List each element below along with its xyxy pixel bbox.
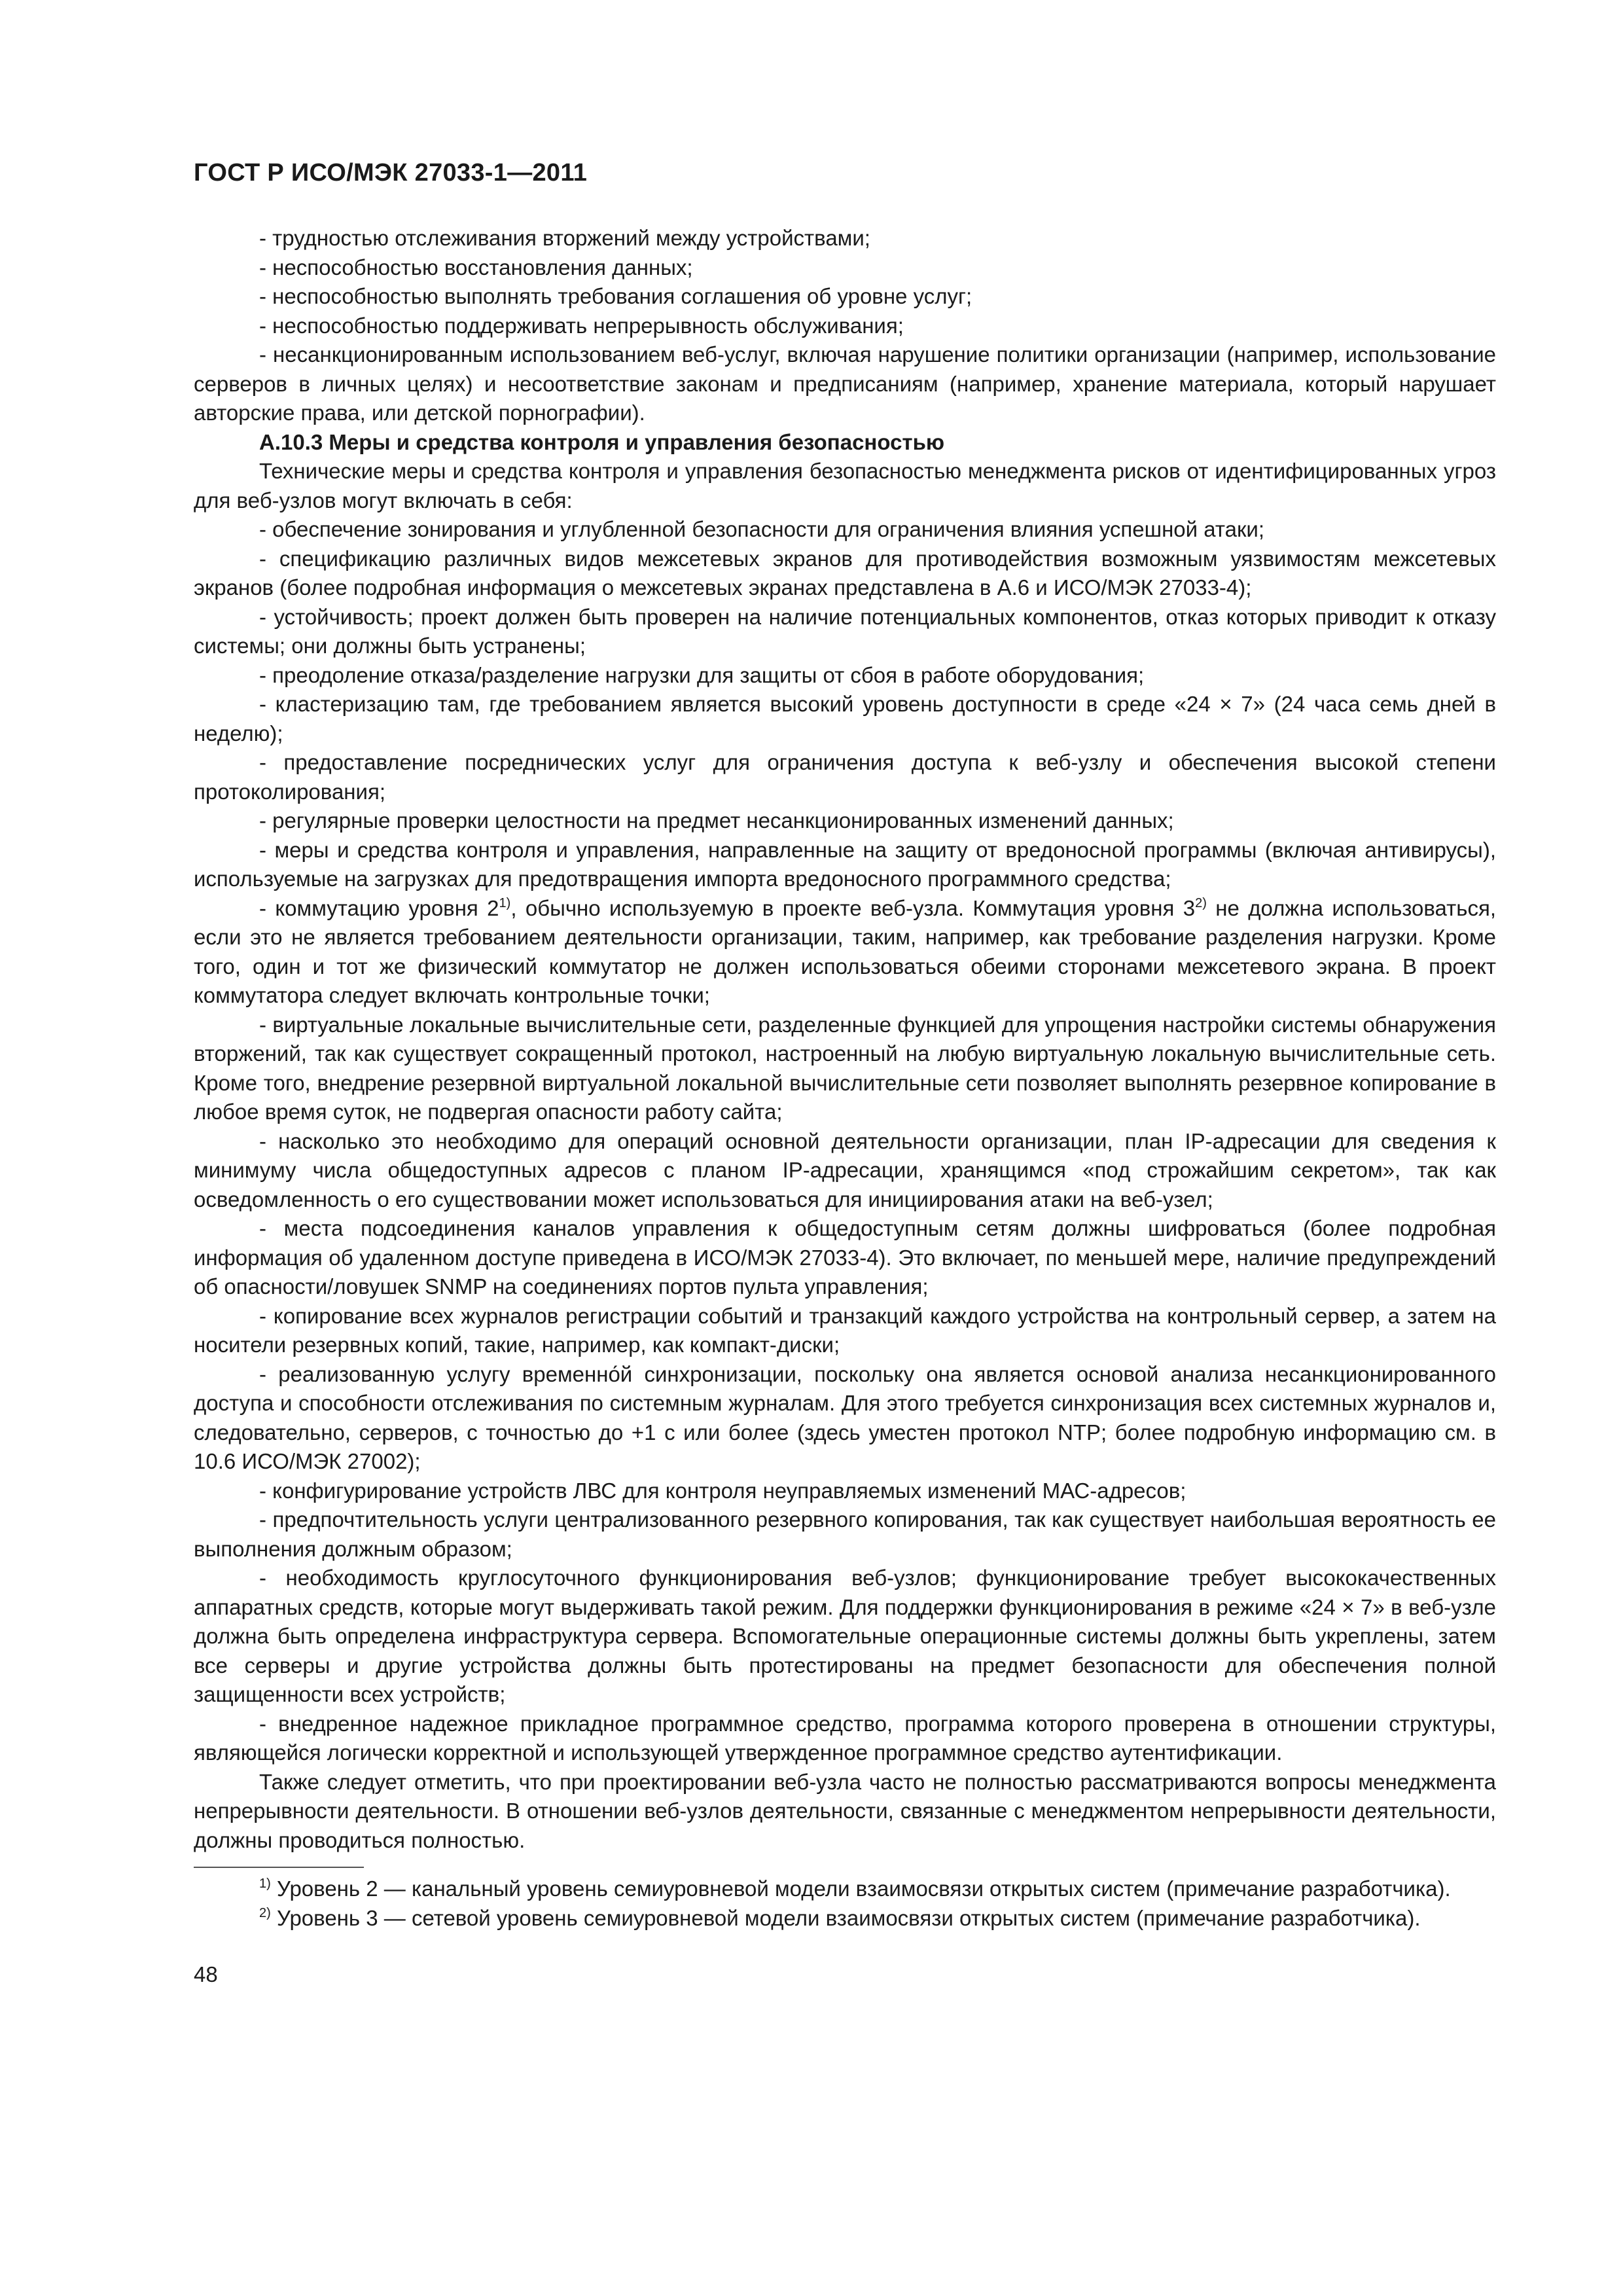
list-item: - копирование всех журналов регистрации событий и транзакций каждого устройства на контрольный сервер, а затем на носители резервных копий, такие, например, как компакт-диски; [194, 1303, 1496, 1357]
footnote-2 [194, 1904, 1496, 1933]
document-header-title: ГОСТ Р ИСО/МЭК 27033-1—2011 [194, 159, 588, 187]
switching-text-part3: не должна использоваться, если это не является требованием деятельности организации, таким, например, как требование разделения нагрузки. Кроме того, один и тот же физический коммутатор не должен использоваться обеими сторонами межсетевого экрана. В проект коммутатора следует включать контрольные точки; [194, 895, 1497, 1007]
list-item: - меры и средства контроля и управления, направленные на защиту от вредоносной программы (включая антивирусы), используемые на загрузках для предотвращения импорта вредоносного программного средства; [194, 837, 1496, 891]
list-item: - реализованную услугу временно́й синхронизации, поскольку она является основой анализа несанкционированного доступа и способности отслеживания по системным журналам. Для этого требуется синхронизация всех системных журналов и, следовательно, серверов, с точностью до +1 с или более (здесь уместен протокол NTP; более подробную информацию см. в 10.6 ИСО/МЭК 27002); [194, 1361, 1496, 1473]
list-item: - спецификацию различных видов межсетевых экранов для противодействия возможным уязвимостям межсетевых экранов (более подробная информация о межсетевых экранах представлена в А.6 и ИСО/МЭК 27033-4); [194, 546, 1496, 600]
list-item: - предпочтительность услуги централизованного резервного копирования, так как существует наибольшая вероятность ее выполнения должным образом; [194, 1507, 1496, 1561]
document-body [194, 224, 1496, 1855]
section-heading: А.10.3 Меры и средства контроля и управления безопасностью [259, 429, 945, 454]
page-number: 48 [194, 1962, 218, 1986]
closing-paragraph: Также следует отметить, что при проектировании веб-узла часто не полностью рассматриваются вопросы менеджмента непрерывности деятельности. В отношении веб-узлов деятельности, связанные с менеджментом непрерывности деятельности, должны проводиться полностью. [194, 1769, 1496, 1852]
list-item-switching [194, 894, 1496, 1011]
list-item: - преодоление отказа/разделение нагрузки для защиты от сбоя в работе оборудования; [259, 662, 1145, 687]
footnote-mark-2: 2) [259, 1905, 271, 1920]
list-item: - обеспечение зонирования и углубленной безопасности для ограничения влияния успешной атаки; [259, 517, 1265, 541]
list-item: - необходимость круглосуточного функционирования веб-узлов; функционирование требует высококачественных аппаратных средств, которые могут выдерживать такой режим. Для поддержки функционирования в режиме «24 × 7» в веб-узле должна быть определена инфраструктура сервера. Вспомогательные операционные системы должны быть укреплены, затем все серверы и другие устройства должны быть протестированы на предмет безопасности для обеспечения полной защищенности всех устройств; [194, 1566, 1496, 1706]
footnote-ref-1: 1) [499, 895, 511, 910]
list-item: - внедренное надежное прикладное программное средство, программа которого проверена в отношении структуры, являющейся логически корректной и использующей утвержденное программное средство аутентификации. [194, 1711, 1496, 1765]
footnote-mark-1: 1) [259, 1876, 271, 1891]
list-item: - места подсоединения каналов управления к общедоступным сетям должны шифроваться (более подробная информация об удаленном доступе приведена в ИСО/МЭК 27033-4). Это включает, по меньшей мере, наличие предупреждений об опасности/ловушек SNMP на соединениях портов пульта управления; [194, 1216, 1496, 1299]
list-item: - насколько это необходимо для операций основной деятельности организации, план IP-адресации для сведения к минимуму числа общедоступных адресов с планом IP-адресации, хранящимся «под строжайшим секретом», так как осведомленность о его существовании может использоваться для инициирования атаки на веб-узел; [194, 1128, 1496, 1211]
list-item: - конфигурирование устройств ЛВС для контроля неуправляемых изменений МАС-адресов; [259, 1478, 1186, 1503]
document-page [194, 157, 1496, 1989]
list-item: - неспособностью поддерживать непрерывность обслуживания; [259, 313, 904, 338]
list-item: - несанкционированным использованием веб-услуг, включая нарушение политики организации (например, использование серверов в личных целях) и несоответствие законам и предписаниям (например, хранение материала, который нарушает авторские права, или детской порнографии). [194, 342, 1496, 425]
footnote-text-1: Уровень 2 — канальный уровень семиуровневой модели взаимосвязи открытых систем (примечание разработчика). [270, 1876, 1451, 1901]
footnote-divider [194, 1867, 364, 1868]
footnote-1 [194, 1874, 1496, 1904]
list-item: - кластеризацию там, где требованием является высокий уровень доступности в среде «24 × 7» (24 часа семь дней в неделю); [194, 692, 1496, 745]
switching-text-part2: , обычно используемую в проекте веб-узла. Коммутация уровня 3 [510, 895, 1196, 920]
list-item: - неспособностью выполнять требования соглашения об уровне услуг; [259, 284, 972, 308]
switching-text-part1: - коммутацию уровня 2 [259, 895, 499, 920]
footnote-text-2: Уровень 3 — сетевой уровень семиуровневой модели взаимосвязи открытых систем (примечание разработчика). [270, 1905, 1421, 1930]
list-item: - трудностью отслеживания вторжений между устройствами; [259, 226, 870, 250]
list-item: - регулярные проверки целостности на предмет несанкционированных изменений данных; [259, 808, 1174, 833]
list-item: - неспособностью восстановления данных; [259, 255, 693, 279]
list-item: - виртуальные локальные вычислительные сети, разделенные функцией для упрощения настройки системы обнаружения вторжений, так как существует сокращенный протокол, настроенный на любую виртуальную локальную вычислительные сеть. Кроме того, внедрение резервной виртуальной локальной вычислительные сети позволяет выполнять резервное копирование в любое время суток, не подвергая опасности работу сайта; [194, 1012, 1496, 1124]
footnote-ref-2: 2) [1195, 895, 1207, 910]
list-item: - предоставление посреднических услуг для ограничения доступа к веб-узлу и обеспечения высокой степени протоколирования; [194, 750, 1496, 804]
footnotes [194, 1874, 1496, 1933]
section-intro: Технические меры и средства контроля и управления безопасностью менеджмента рисков от идентифицированных угроз для веб-узлов могут включать в себя: [194, 459, 1496, 512]
list-item: - устойчивость; проект должен быть проверен на наличие потенциальных компонентов, отказ которых приводит к отказу системы; они должны быть устранены; [194, 604, 1496, 658]
